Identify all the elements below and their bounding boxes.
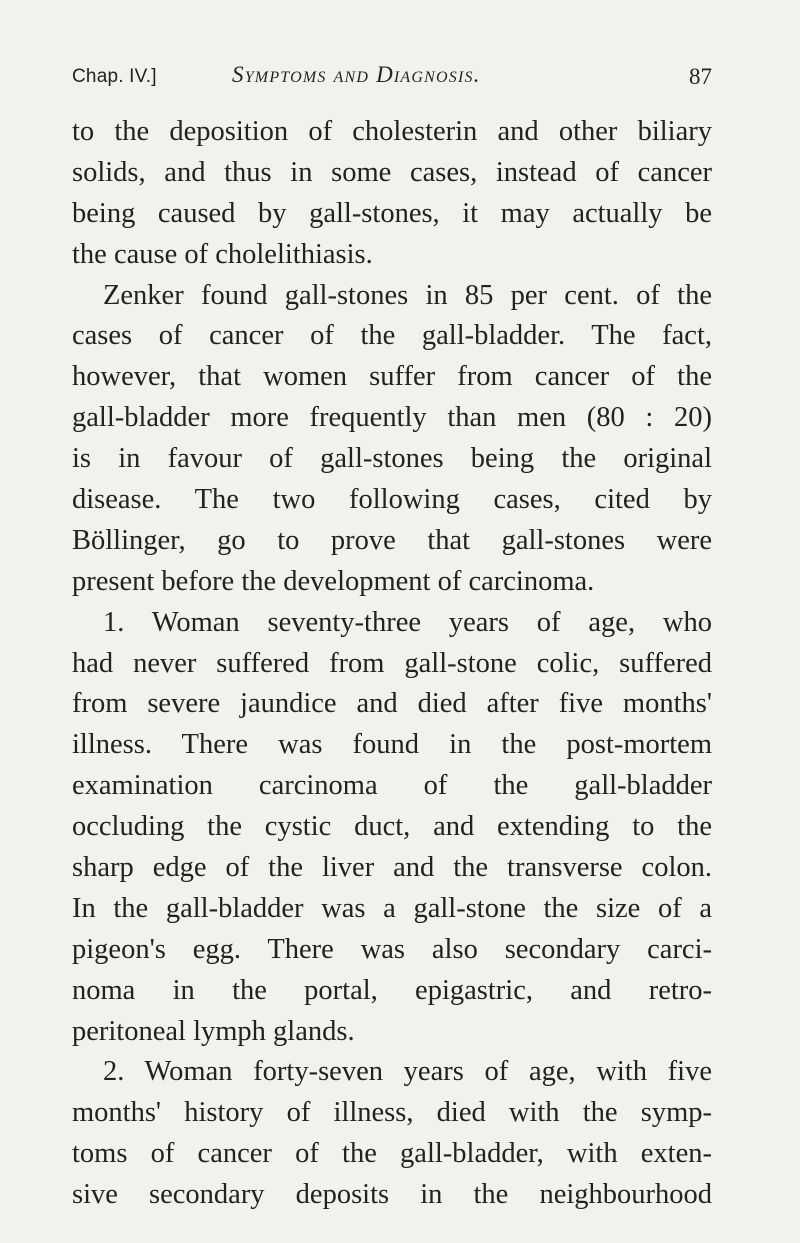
text-line: months' history of illness, died with the symp- (72, 1097, 712, 1129)
page-number: 87 (689, 64, 712, 89)
text-line: In the gall-bladder was a gall-stone the size of a (72, 892, 712, 924)
text-line: sharp edge of the liver and the transverse colon. (72, 852, 712, 884)
text-line: the cause of cholelithiasis. (72, 238, 373, 270)
text-line: Böllinger, go to prove that gall-stones were (72, 524, 712, 556)
text-line: solids, and thus in some cases, instead of cancer (72, 156, 712, 188)
text-line: gall-bladder more frequently than men (80 : 20) (72, 402, 712, 434)
text-line: noma in the portal, epigastric, and retro- (72, 974, 712, 1006)
text-line: from severe jaundice and died after five months' (72, 688, 712, 720)
body-text (72, 112, 712, 1216)
text-line: sive secondary deposits in the neighbourhood (72, 1179, 712, 1211)
text-line: occluding the cystic duct, and extending to the (72, 811, 712, 843)
running-head (72, 62, 712, 96)
chapter-label: Chap. IV.] (72, 66, 157, 87)
text-line: however, that women suffer from cancer of the (72, 361, 712, 393)
text-line: being caused by gall-stones, it may actually be (72, 197, 712, 229)
text-line: examination carcinoma of the gall-bladder (72, 770, 712, 802)
text-line: 1. Woman seventy-three years of age, who (103, 606, 712, 638)
text-line: present before the development of carcinoma. (72, 565, 595, 597)
text-line: is in favour of gall-stones being the original (72, 443, 712, 475)
text-line: cases of cancer of the gall-bladder. The fact, (72, 320, 712, 352)
text-line: to the deposition of cholesterin and other biliary (72, 116, 712, 147)
text-line: 2. Woman forty-seven years of age, with five (103, 1056, 712, 1088)
text-line: illness. There was found in the post-mortem (72, 729, 712, 761)
text-line: Zenker found gall-stones in 85 per cent. of the (103, 279, 712, 311)
running-title: Symptoms and Diagnosis. (232, 62, 481, 87)
text-line: pigeon's egg. There was also secondary carci- (72, 933, 712, 965)
text-line: peritoneal lymph glands. (72, 1015, 355, 1047)
text-line: had never suffered from gall-stone colic, suffered (72, 647, 712, 679)
text-line: toms of cancer of the gall-bladder, with exten- (72, 1138, 712, 1170)
text-line: disease. The two following cases, cited by (72, 484, 712, 516)
